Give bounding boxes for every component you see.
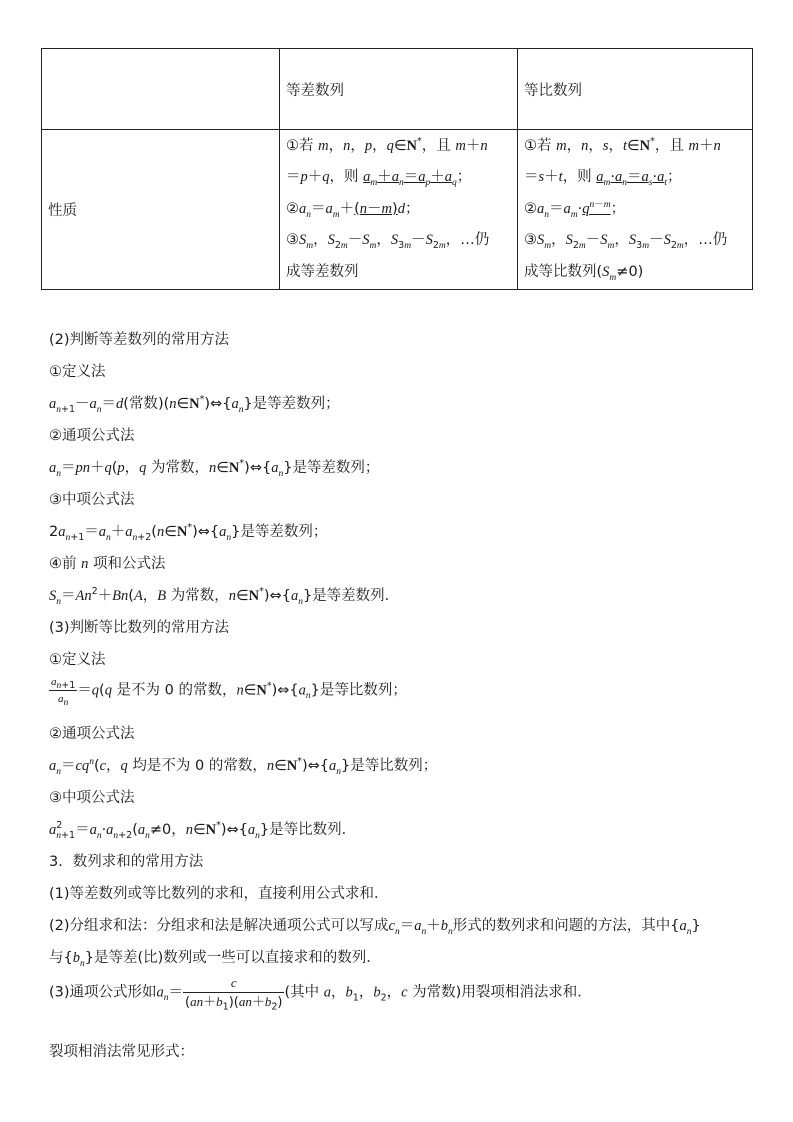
- section-3-title: (3)判断等比数列的常用方法: [49, 620, 230, 636]
- row-label: 性质: [42, 130, 280, 290]
- s2-method-4: ④前 n 项和公式法: [49, 556, 166, 572]
- s2-method-3: ③中项公式法: [49, 492, 135, 508]
- sum-method-3: (3)通项公式形如$a_n=$ $\frac{c}{(an+b_1)(an+b_2)}$ (其中 a，$b_1$，$b_2$，c 为常数)用裂项相消法求和．: [49, 975, 592, 1013]
- s2-method-2: ②通项公式法: [49, 428, 135, 444]
- section-sum-title: 3．数列求和的常用方法: [49, 854, 204, 870]
- sum-method-1: (1)等差数列或等比数列的求和，直接利用公式求和．: [49, 886, 389, 902]
- s2-formula-3: $2a_{n+1}=a_n+a_{n+2}(n\in N^*)\Leftrightarrow\{a_n\}$是等差数列；: [49, 522, 328, 543]
- sum-common-forms: 裂项相消法常见形式：: [49, 1044, 194, 1060]
- s3-formula-1: $\frac{a_{n+1}}{a_n}$ ＝q(q 是不为 0 的常数，$n\in N^*)\Leftrightarrow\{a_n\}$是等比数列；: [51, 676, 407, 709]
- section-2-title: (2)判断等差数列的常用方法: [49, 332, 230, 348]
- s3-method-1: ①定义法: [49, 652, 106, 668]
- s2-method-1: ①定义法: [49, 364, 106, 380]
- sum-method-2-line2: 与$\{b_n\}$是等差(比)数列或一些可以直接求和的数列．: [49, 950, 381, 969]
- header-empty-cell: [42, 49, 280, 130]
- s3-method-2: ②通项公式法: [49, 726, 135, 742]
- header-arithmetic: 等差数列: [280, 49, 518, 130]
- s2-formula-1: $a_{n+1}-a_n=d$(常数)$(n\in N^*)\Leftrightarrow\{a_n\}$是等差数列；: [49, 394, 340, 415]
- table-header-row: [42, 49, 753, 130]
- s3-method-3: ③中项公式法: [49, 790, 135, 806]
- s2-formula-2: $a_n=pn+q(p$，q 为常数，$n\in N^*)\Leftrightarrow\{a_n\}$是等差数列；: [49, 458, 380, 479]
- arithmetic-properties: ①若 m，n，p，q∈N*，且 m＋n ＝p＋q，则 $a_m+a_n=a_p+a_q$； $②a_n=a_m+(n-m)d$； $③S_m$，$S_{2m}-S_m$，$S_{3m}-S_{2m}$，…仍 成等差数列: [280, 130, 518, 290]
- header-geometric: 等比数列: [518, 49, 753, 130]
- s3-formula-3: $a^2_{n+1}=a_n\cdot a_{n+2}(a_n\ne 0$，$n\in N^*)\Leftrightarrow\{a_n\}$是等比数列．: [49, 820, 357, 841]
- geometric-properties: ①若 m，n，s，t∈N*，且 m＋n ＝s＋t，则 $a_m\cdot a_n=a_s\cdot a_t$； $②a_n=a_m\cdot q^{n-m}$； $③S_m$，$S_{2m}-S_m$，$S_{3m}-S_{2m}$，…仍 成等比数列$(S_m\ne 0)$: [518, 130, 753, 290]
- table-property-row: [42, 130, 753, 290]
- properties-table: [41, 48, 753, 290]
- s3-formula-2: $a_n=cq^n(c$，q 均是不为 0 的常数，$n\in N^*)\Leftrightarrow\{a_n\}$是等比数列；: [49, 756, 438, 777]
- sum-method-2-line1: (2)分组求和法：分组求和法是解决通项公式可以写成$c_n=a_n+b_n$形式的数列求和问题的方法，其中$\{a_n\}$: [49, 918, 701, 937]
- s2-formula-4: $S_n=An^2+Bn(A$，B 为常数，$n\in N^*)\Leftrightarrow\{a_n\}$是等差数列．: [49, 586, 400, 607]
